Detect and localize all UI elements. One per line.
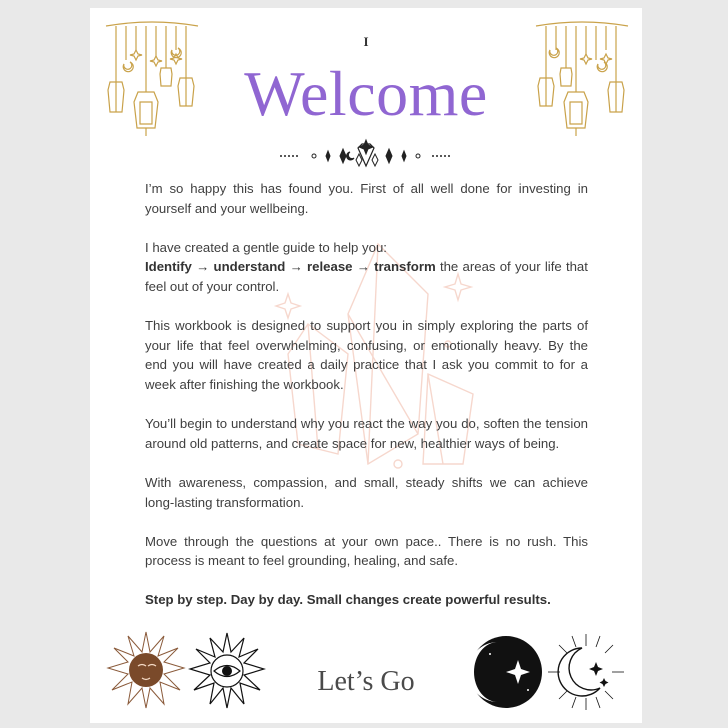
paragraph-pace: Move through the questions at your own pace.. There is no rush. This process is meant to feel grounding, healing, and safe. [145, 533, 588, 569]
step-transform: transform [374, 259, 436, 275]
step-understand: understand [213, 259, 286, 275]
paragraph-workbook: This workbook is designed to support you in simply exploring the parts of your life that feel overwhelming, confusing, or emotionally heavy. By the end you will have created a daily practice that I ask you commit to for a week after finishing the workbook. [145, 318, 588, 392]
step-arrow: → [356, 259, 370, 275]
page-number: I [363, 34, 369, 49]
crescent-moon-rays-icon [546, 632, 626, 712]
page-title: Welcome [244, 58, 488, 129]
step-arrow: → [196, 259, 210, 275]
paragraph-steps [145, 257, 588, 296]
lets-go-link[interactable]: Let’s Go [317, 666, 415, 697]
step-identify: Identify [145, 259, 192, 275]
workbook-page [90, 8, 642, 723]
crystal-divider-icon [278, 138, 454, 170]
closing-line: Step by step. Day by day. Small changes create powerful results. [145, 592, 551, 608]
steps-rest: the areas of your life that feel out of your control. [145, 259, 588, 294]
paragraph-understand: You’ll begin to understand why you react the way you do, soften the tension around old patterns, and create space for new, healthier ways of being. [145, 416, 588, 451]
welcome-body [145, 179, 588, 630]
step-release: release [307, 259, 353, 275]
step-arrow: → [289, 259, 303, 275]
paragraph-guide-intro: I have created a gentle guide to help you: [145, 239, 387, 255]
paragraph-intro: I’m so happy this has found you. First of all well done for investing in yourself and your wellbeing. [145, 181, 588, 216]
crescent-moon-star-icon [468, 634, 544, 710]
paragraph-awareness: With awareness, compassion, and small, steady shifts we can achieve long-lasting transformation. [145, 474, 588, 510]
